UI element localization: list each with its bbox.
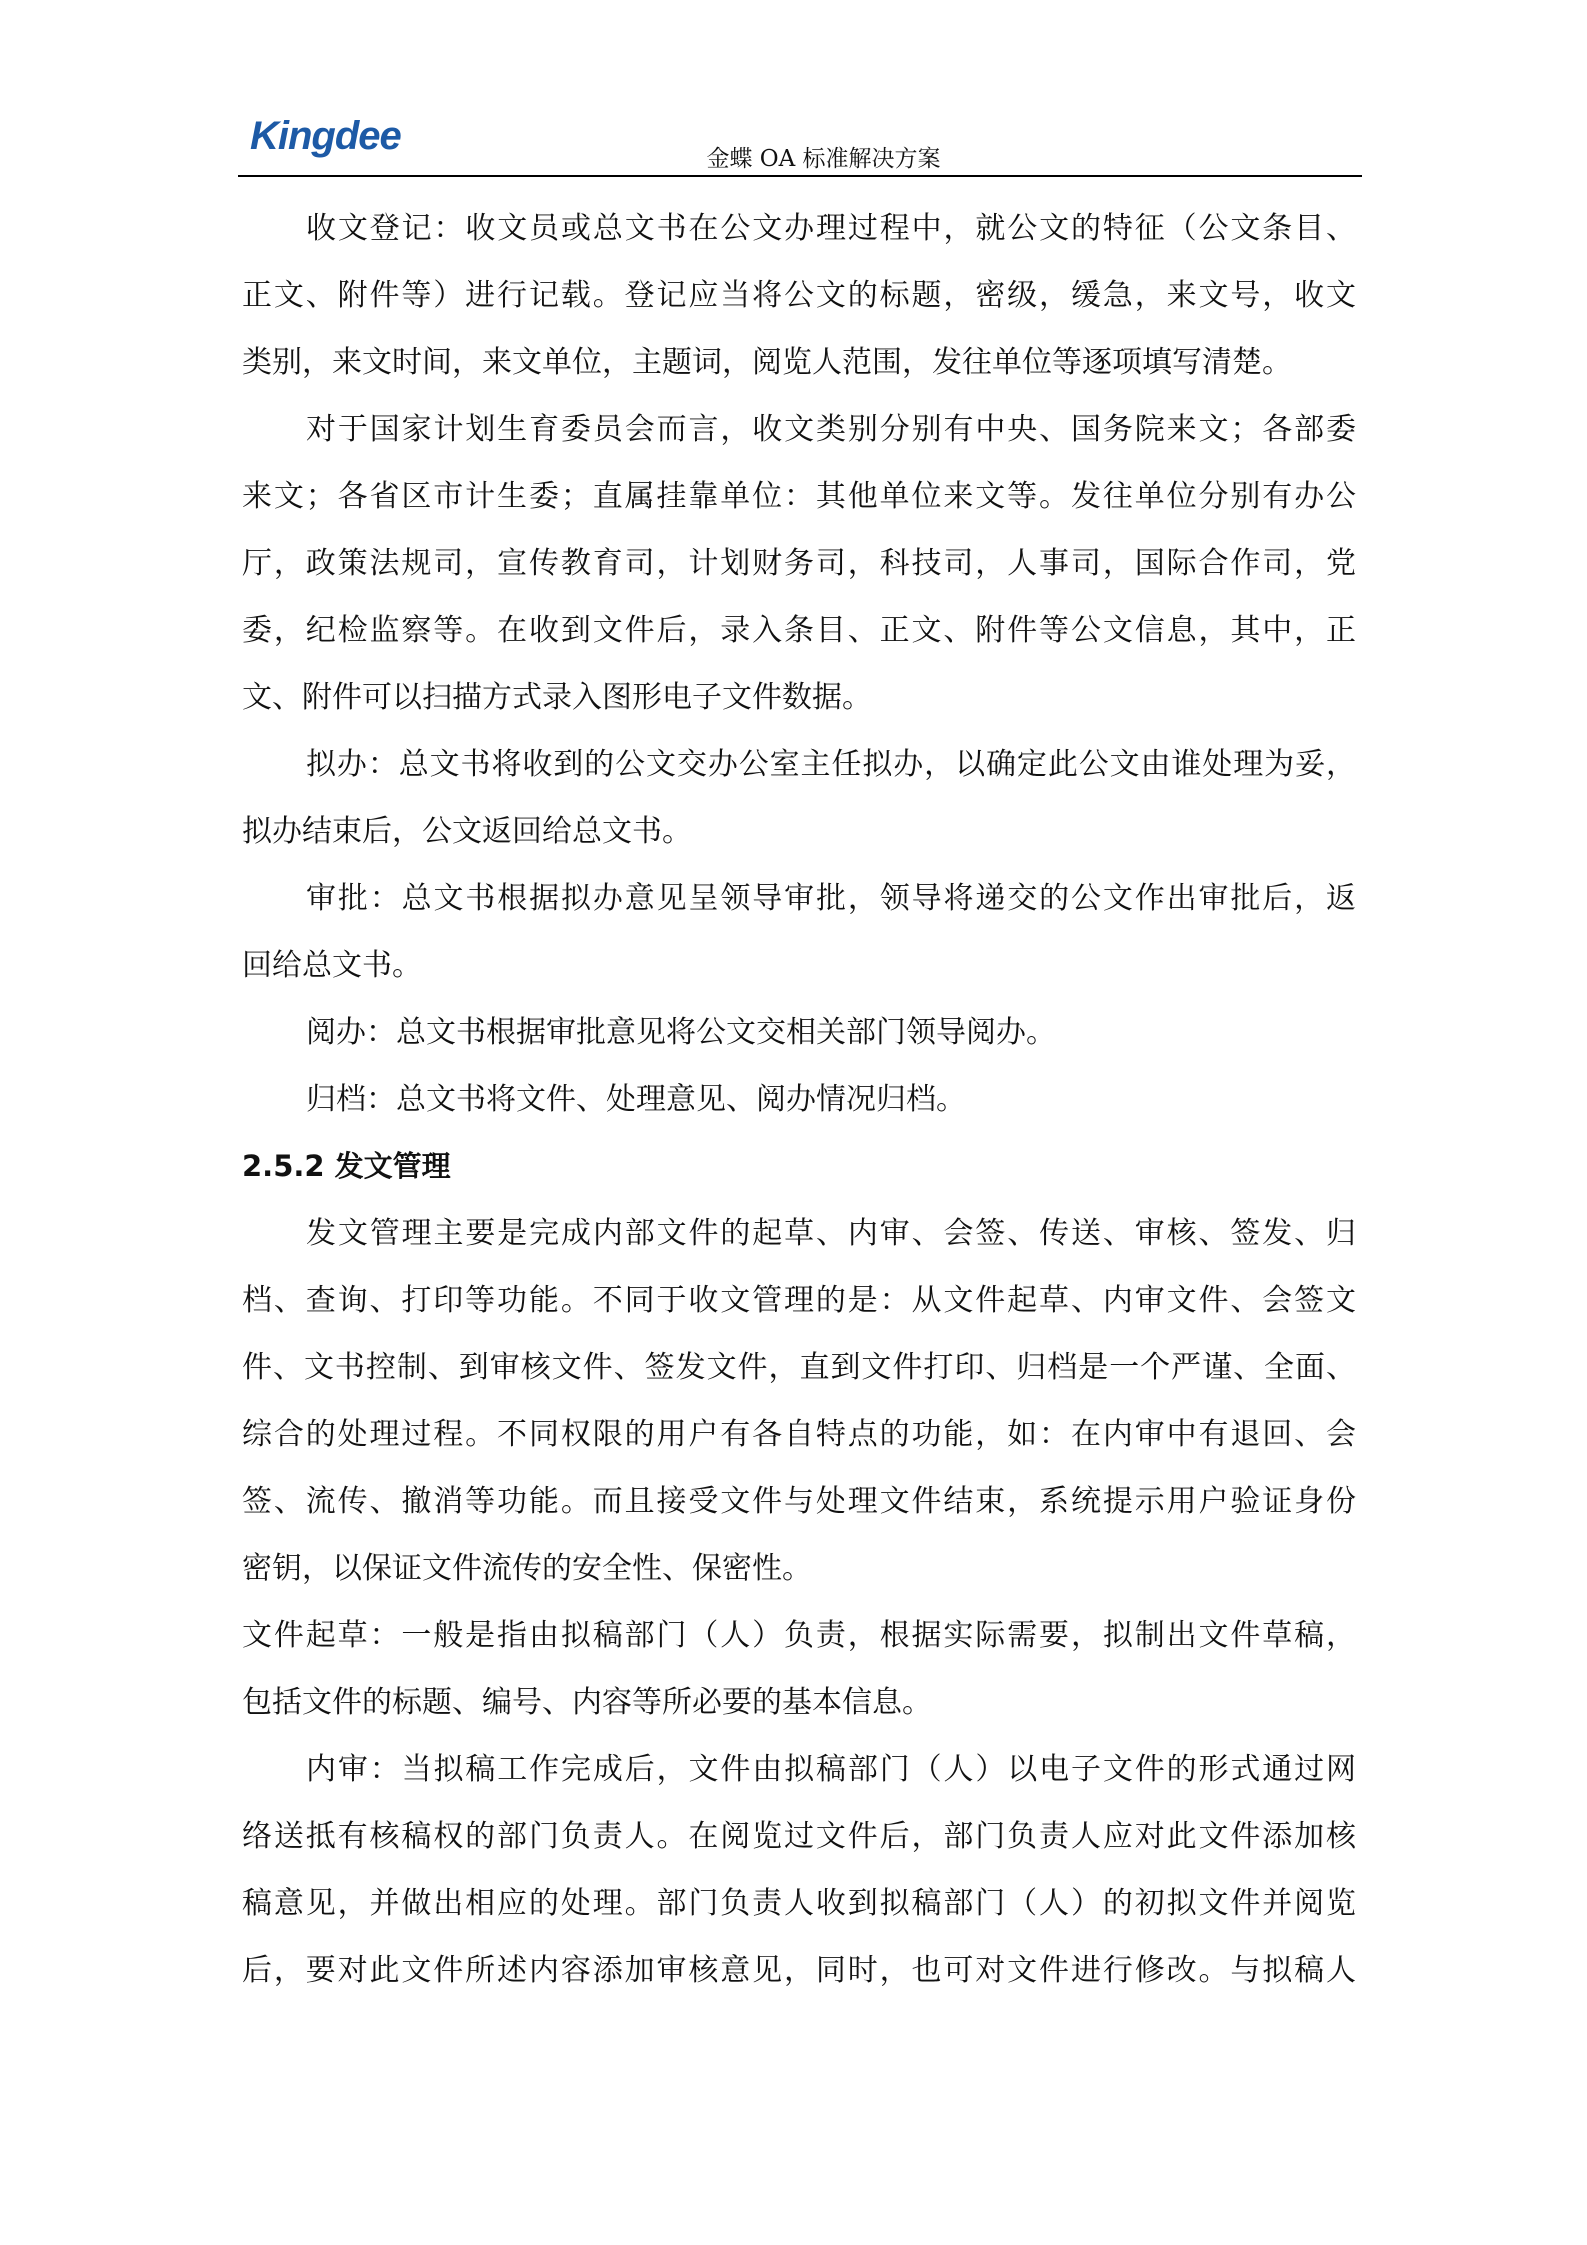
paragraph bbox=[242, 396, 1356, 731]
text-line: 拟办结束后，公文返回给总文书。 bbox=[242, 814, 692, 849]
text-line: 发文管理主要是完成内部文件的起草、内审、会签、传送、审核、签发、归 bbox=[306, 1216, 1356, 1251]
text-line: 件、文书控制、到审核文件、签发文件，直到文件打印、归档是一个严谨、全面、 bbox=[242, 1350, 1356, 1385]
text-line: 档、查询、打印等功能。不同于收文管理的是：从文件起草、内审文件、会签文 bbox=[242, 1283, 1356, 1318]
text-line: 拟办：总文书将收到的公文交办公室主任拟办，以确定此公文由谁处理为妥， bbox=[306, 747, 1356, 782]
text-line: 稿意见，并做出相应的处理。部门负责人收到拟稿部门（人）的初拟文件并阅览 bbox=[242, 1886, 1356, 1921]
heading-text: 2.5.2 发文管理 bbox=[242, 1149, 451, 1183]
document-body bbox=[242, 195, 1356, 2004]
text-line: 收文登记：收文员或总文书在公文办理过程中，就公文的特征（公文条目、 bbox=[306, 211, 1356, 246]
text-line: 归档：总文书将文件、处理意见、阅办情况归档。 bbox=[306, 1082, 966, 1117]
text-line: 内审：当拟稿工作完成后，文件由拟稿部门（人）以电子文件的形式通过网 bbox=[306, 1752, 1356, 1787]
text-line: 对于国家计划生育委员会而言，收文类别分别有中央、国务院来文；各部委 bbox=[306, 412, 1356, 447]
text-line: 综合的处理过程。不同权限的用户有各自特点的功能，如：在内审中有退回、会 bbox=[242, 1417, 1356, 1452]
header-title: 金蝶 OA 标准解决方案 bbox=[706, 146, 941, 172]
text-line: 回给总文书。 bbox=[242, 948, 422, 983]
text-line: 文、附件可以扫描方式录入图形电子文件数据。 bbox=[242, 680, 872, 715]
text-line: 委，纪检监察等。在收到文件后，录入条目、正文、附件等公文信息，其中，正 bbox=[242, 613, 1356, 648]
paragraph bbox=[242, 999, 1356, 1066]
kingdee-logo: Kingdee bbox=[250, 114, 401, 158]
text-line: 签、流传、撤消等功能。而且接受文件与处理文件结束，系统提示用户验证身份 bbox=[242, 1484, 1356, 1519]
text-line: 后，要对此文件所述内容添加审核意见，同时，也可对文件进行修改。与拟稿人 bbox=[242, 1953, 1356, 1988]
text-line: 阅办：总文书根据审批意见将公文交相关部门领导阅办。 bbox=[306, 1015, 1056, 1050]
text-line: 正文、附件等）进行记载。登记应当将公文的标题，密级，缓急，来文号，收文 bbox=[242, 278, 1356, 313]
text-line: 密钥，以保证文件流传的安全性、保密性。 bbox=[242, 1551, 812, 1586]
paragraph bbox=[242, 731, 1356, 865]
text-line: 文件起草：一般是指由拟稿部门（人）负责，根据实际需要，拟制出文件草稿， bbox=[242, 1618, 1356, 1653]
header-divider bbox=[238, 175, 1362, 177]
text-line: 络送抵有核稿权的部门负责人。在阅览过文件后，部门负责人应对此文件添加核 bbox=[242, 1819, 1356, 1854]
paragraph bbox=[242, 1066, 1356, 1133]
section-heading bbox=[242, 1133, 1356, 1200]
text-line: 来文；各省区市计生委；直属挂靠单位：其他单位来文等。发往单位分别有办公 bbox=[242, 479, 1356, 514]
text-line: 类别，来文时间，来文单位，主题词，阅览人范围，发往单位等逐项填写清楚。 bbox=[242, 345, 1292, 380]
paragraph bbox=[242, 1602, 1356, 1736]
text-line: 审批：总文书根据拟办意见呈领导审批，领导将递交的公文作出审批后，返 bbox=[306, 881, 1356, 916]
text-line: 包括文件的标题、编号、内容等所必要的基本信息。 bbox=[242, 1685, 932, 1720]
paragraph bbox=[242, 195, 1356, 396]
text-line: 厅，政策法规司，宣传教育司，计划财务司，科技司，人事司，国际合作司，党 bbox=[242, 546, 1356, 581]
paragraph bbox=[242, 1736, 1356, 2004]
paragraph bbox=[242, 1200, 1356, 1602]
paragraph bbox=[242, 865, 1356, 999]
